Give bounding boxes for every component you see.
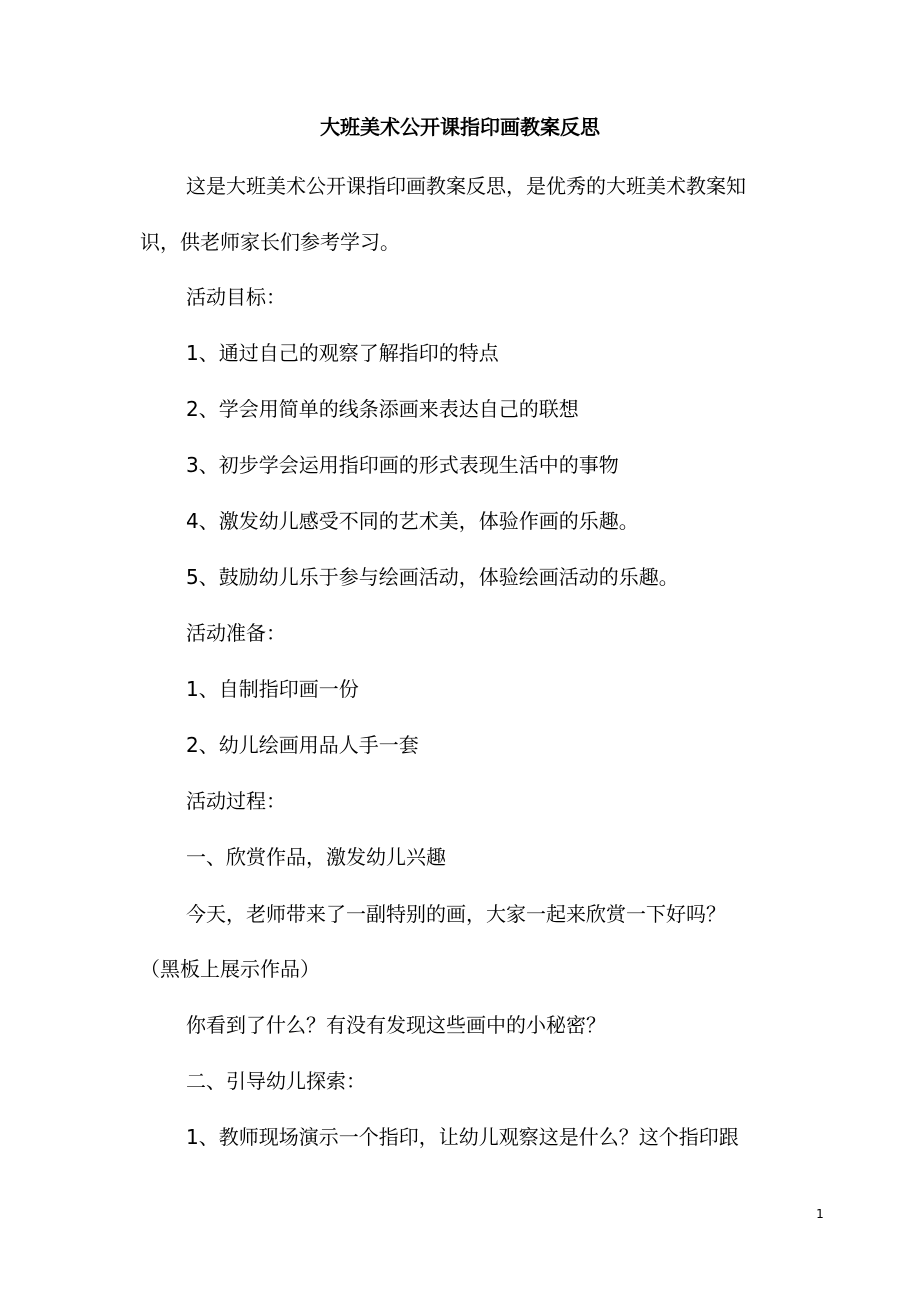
process-step-1-text-line-1: 今天，老师带来了一副特别的画，大家一起来欣赏一下好吗？ [186, 902, 726, 926]
process-step-1-heading: 一、欣赏作品，激发幼儿兴趣 [186, 845, 446, 869]
intro-line-1: 这是大班美术公开课指印画教案反思，是优秀的大班美术教案知 [186, 174, 746, 198]
goals-heading: 活动目标： [186, 285, 286, 309]
document-title: 大班美术公开课指印画教案反思 [320, 115, 600, 139]
intro-line-2: 识，供老师家长们参考学习。 [140, 230, 400, 254]
process-step-1-text-line-2: （黑板上展示作品） [140, 957, 320, 981]
process-step-2-item-1: 1、教师现场演示一个指印，让幼儿观察这是什么？这个指印跟 [186, 1125, 739, 1149]
preparation-item-1: 1、自制指印画一份 [186, 677, 359, 701]
page-number: 1 [816, 1207, 824, 1221]
goal-item-3: 3、初步学会运用指印画的形式表现生活中的事物 [186, 453, 619, 477]
preparation-item-2: 2、幼儿绘画用品人手一套 [186, 733, 419, 757]
preparation-heading: 活动准备： [186, 621, 286, 645]
process-step-1-question: 你看到了什么？有没有发现这些画中的小秘密？ [186, 1013, 606, 1037]
process-heading: 活动过程： [186, 789, 286, 813]
process-step-2-heading: 二、引导幼儿探索： [186, 1069, 366, 1093]
goal-item-2: 2、学会用简单的线条添画来表达自己的联想 [186, 397, 579, 421]
goal-item-5: 5、鼓励幼儿乐于参与绘画活动，体验绘画活动的乐趣。 [186, 565, 679, 589]
goal-item-1: 1、通过自己的观察了解指印的特点 [186, 341, 499, 365]
goal-item-4: 4、激发幼儿感受不同的艺术美，体验作画的乐趣。 [186, 509, 639, 533]
